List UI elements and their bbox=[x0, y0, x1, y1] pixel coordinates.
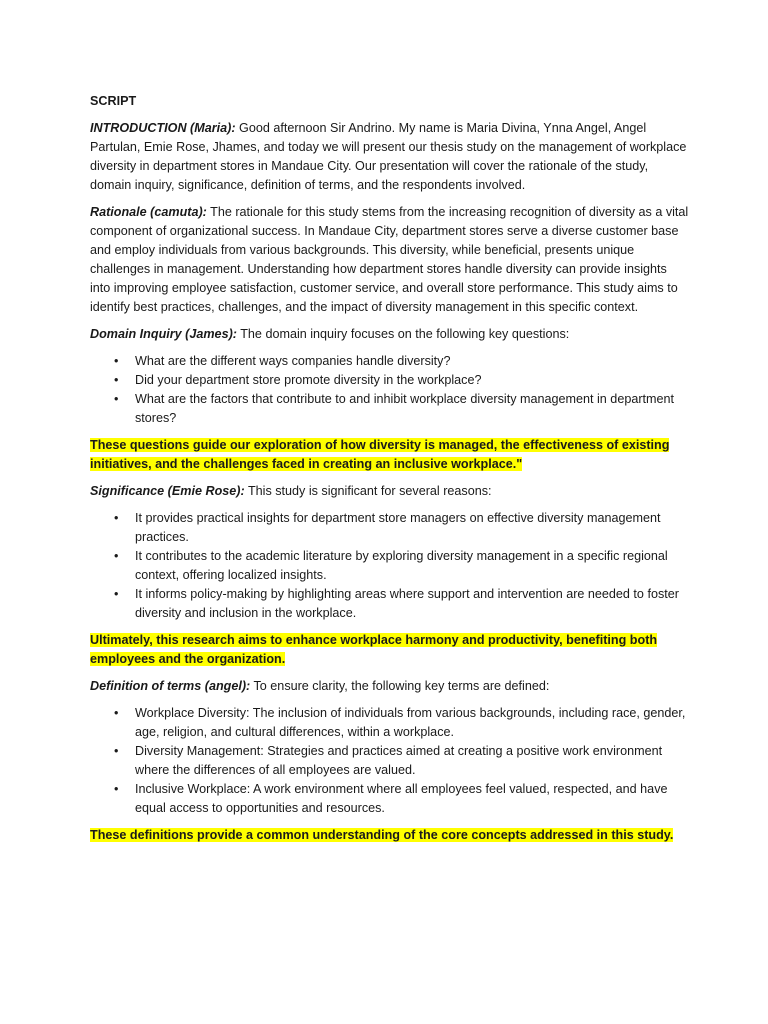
definitions-highlight-text: These definitions provide a common understanding of the core concepts addressed in this study. bbox=[90, 828, 674, 842]
rationale-paragraph bbox=[90, 203, 690, 317]
list-item: • It informs policy-making by highlighting areas where support and intervention are needed to foster diversity and inclusion in the workplace. bbox=[90, 585, 690, 623]
list-item: • Diversity Management: Strategies and practices aimed at creating a positive work environment where the differences of all employees are valued. bbox=[90, 742, 690, 780]
rationale-lead: Rationale (camuta): bbox=[90, 205, 207, 219]
list-item: • What are the different ways companies handle diversity? bbox=[90, 352, 690, 371]
list-item: • Workplace Diversity: The inclusion of individuals from various backgrounds, including race, gender, age, religion, and cultural differences, within a workplace. bbox=[90, 704, 690, 742]
significance-highlight bbox=[90, 631, 690, 669]
domain-question-list bbox=[90, 352, 690, 428]
definitions-paragraph bbox=[90, 677, 690, 696]
list-item: • What are the factors that contribute to and inhibit workplace diversity management in department stores? bbox=[90, 390, 690, 428]
document-page bbox=[90, 92, 690, 853]
list-item: • It contributes to the academic literature by exploring diversity management in a specific regional context, offering localized insights. bbox=[90, 547, 690, 585]
significance-highlight-text: Ultimately, this research aims to enhance workplace harmony and productivity, benefiting both employees and the organization. bbox=[90, 633, 658, 666]
significance-lead: Significance (Emie Rose): bbox=[90, 484, 245, 498]
definitions-lead: Definition of terms (angel): bbox=[90, 679, 251, 693]
domain-paragraph bbox=[90, 325, 690, 344]
definitions-list bbox=[90, 704, 690, 818]
intro-text: Good afternoon Sir Andrino. My name is Maria Divina, Ynna Angel, Angel Partulan, Emie Rose, Jhames, and today we will present our thesis study on the management of workplace diversity in department stores in Mandaue City. Our presentation will cover the rationale of the study, domain inquiry, significance, definition of terms, and the respondents involved. bbox=[90, 121, 687, 192]
list-item: • It provides practical insights for department store managers on effective diversity management practices. bbox=[90, 509, 690, 547]
domain-highlight-text: These questions guide our exploration of how diversity is managed, the effectiveness of existing initiatives, and the challenges faced in creating an inclusive workplace." bbox=[90, 438, 670, 471]
document-title: SCRIPT bbox=[90, 94, 137, 108]
rationale-text: The rationale for this study stems from the increasing recognition of diversity as a vital component of organizational success. In Mandaue City, department stores serve a diverse customer base and employ individuals from various backgrounds. This diversity, while beneficial, presents unique challenges in management. Understanding how department stores handle diversity can provide insights into improving employee satisfaction, customer service, and overall store performance. This study aims to identify best practices, challenges, and the impact of diversity management in this specific context. bbox=[90, 205, 689, 314]
definitions-highlight bbox=[90, 826, 690, 845]
intro-lead: INTRODUCTION (Maria): bbox=[90, 121, 236, 135]
domain-lead: Domain Inquiry (James): bbox=[90, 327, 237, 341]
significance-list bbox=[90, 509, 690, 623]
definitions-text: To ensure clarity, the following key terms are defined: bbox=[250, 679, 550, 693]
significance-paragraph bbox=[90, 482, 690, 501]
domain-text: The domain inquiry focuses on the following key questions: bbox=[236, 327, 570, 341]
intro-paragraph bbox=[90, 119, 690, 195]
list-item: • Inclusive Workplace: A work environment where all employees feel valued, respected, and have equal access to opportunities and resources. bbox=[90, 780, 690, 818]
domain-highlight bbox=[90, 436, 690, 474]
significance-text: This study is significant for several reasons: bbox=[244, 484, 492, 498]
list-item: • Did your department store promote diversity in the workplace? bbox=[90, 371, 690, 390]
